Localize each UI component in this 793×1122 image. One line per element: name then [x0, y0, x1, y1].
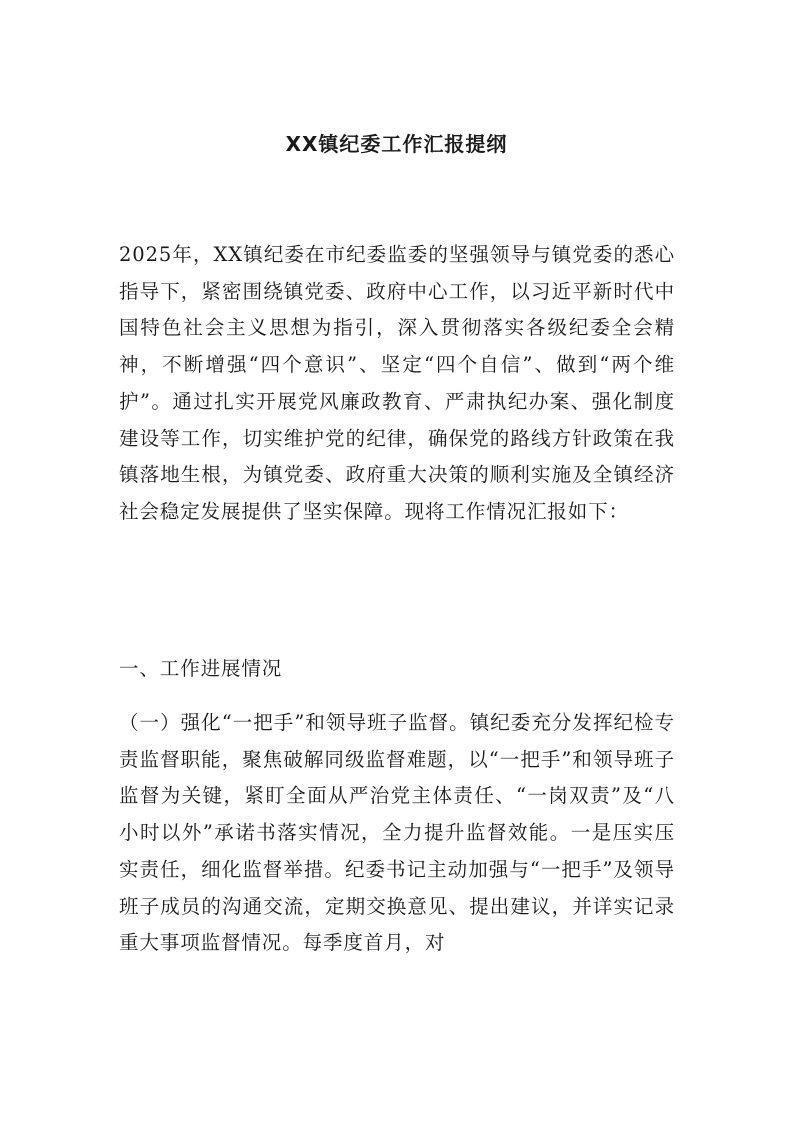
intro-paragraph: 2025年，XX镇纪委在市纪委监委的坚强领导与镇党委的悉心指导下，紧密围绕镇党委、政府中心工作，以习近平新时代中国特色社会主义思想为指引，深入贯彻落实各级纪委全会精神，不断增强“四个意识”、坚定“四个自信”、做到“两个维护”。通过扎实开展党风廉政教育、严肃执纪办案、强化制度建设等工作，切实维护党的纪律，确保党的路线方针政策在我镇落地生根，为镇党委、政府重大决策的顺利实施及全镇经济社会稳定发展提供了坚实保障。现将工作情况汇报如下： — [119, 243, 675, 523]
document-title: XX镇纪委工作汇报提纲 — [285, 132, 508, 156]
section-paragraph: （一）强化“一把手”和领导班子监督。镇纪委充分发挥纪检专责监督职能，聚焦破解同级监督难题，以“一把手”和领导班子监督为关键，紧盯全面从严治党主体责任、“一岗双责”及“八小时以外”承诺书落实情况，全力提升监督效能。一是压实压实责任，细化监督举措。纪委书记主动加强与“一把手”及领导班子成员的沟通交流，定期交换意见、提出建议，并详实记录重大事项监督情况。每季度首月，对 — [119, 711, 675, 955]
section-heading: 一、工作进展情况 — [119, 657, 283, 680]
